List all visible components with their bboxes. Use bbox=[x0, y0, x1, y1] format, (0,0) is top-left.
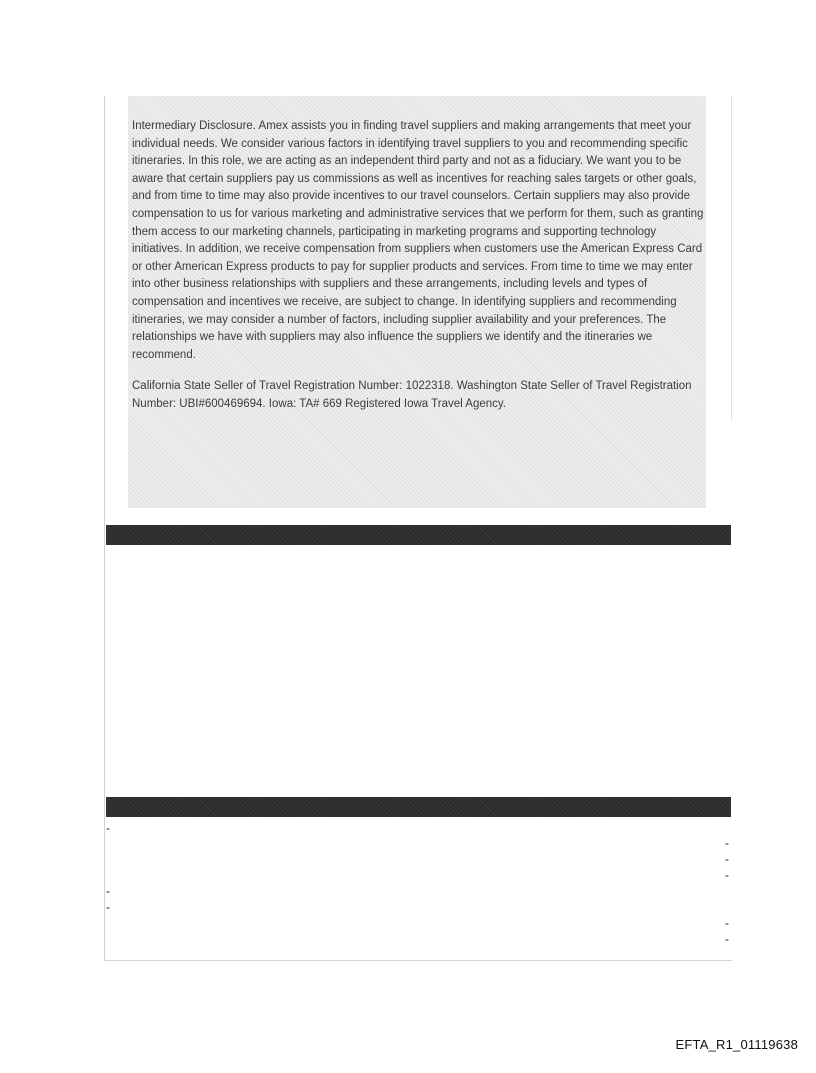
right-dash-marker: - bbox=[725, 868, 729, 882]
left-dash-marker: - bbox=[106, 900, 110, 914]
right-dash-marker: - bbox=[725, 916, 729, 930]
right-dash-marker: - bbox=[725, 836, 729, 850]
left-dash-marker: - bbox=[106, 884, 110, 898]
page-frame-left-border bbox=[104, 96, 105, 961]
section-header-bar bbox=[106, 525, 731, 545]
page-frame-right-border bbox=[731, 96, 732, 421]
right-dash-marker: - bbox=[725, 852, 729, 866]
seller-of-travel-registration-text: California State Seller of Travel Registration Number: 1022318. Washington State Seller of Travel Registration Number: UBI#600469694. Iowa: TA# 669 Registered Iowa Travel Agency. bbox=[132, 380, 692, 410]
right-dash-marker: - bbox=[725, 932, 729, 946]
left-dash-marker: - bbox=[106, 821, 110, 835]
page-frame-bottom-border bbox=[104, 960, 732, 961]
section-header-bar bbox=[106, 797, 731, 817]
intermediary-disclosure-box bbox=[128, 96, 706, 508]
document-id: EFTA_R1_01119638 bbox=[675, 1037, 798, 1052]
intermediary-disclosure-text: Intermediary Disclosure. Amex assists you in finding travel suppliers and making arrangements that meet your individual needs. We consider various factors in identifying travel suppliers to you and recommending specific itineraries. In this role, we are acting as an independent third party and not as a fiduciary. We want you to be aware that certain suppliers pay us commissions as well as incentives for reaching sales targets or other goals, and from time to time may also provide incentives to our travel counselors. Certain suppliers may also provide compensation to us for various marketing and administrative services that we perform for them, such as granting them access to our marketing channels, participating in marketing programs and supporting technology initiatives. In addition, we receive compensation from suppliers when customers use the American Express Card or other American Express products to pay for supplier products and services. From time to time we may enter into other business relationships with suppliers and these arrangements, including levels and types of compensation and incentives we receive, are subject to change. In identifying suppliers and recommending itineraries, we may consider a number of factors, including supplier availability and your preferences. The relationships we have with suppliers may also influence the suppliers we identify and the itineraries we recommend. bbox=[132, 120, 704, 361]
